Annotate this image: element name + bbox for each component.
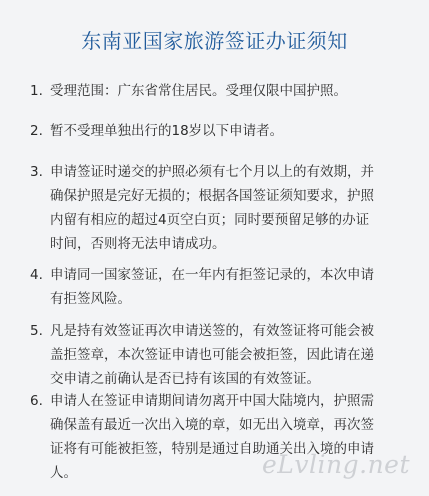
item-number: 2. — [30, 123, 43, 139]
item-line: 人。 — [50, 465, 77, 481]
item-number: 4. — [30, 267, 43, 283]
item-text — [50, 319, 410, 391]
item-number: 1. — [30, 83, 43, 99]
item-line: 确保护照是完好无损的；根据各国签证须知要求，护照 — [50, 188, 374, 204]
item-text — [50, 79, 410, 103]
item-line: 申请签证时递交的护照必须有七个月以上的有效期，并 — [50, 164, 374, 180]
item-line: 申请同一国家签证，在一年内有拒签记录的，本次申请 — [50, 267, 374, 283]
item-line: 盖拒签章，本次签证申请也可能会被拒签，因此请在递 — [50, 347, 374, 363]
item-line: 暂不受理单独出行的18岁以下申请者。 — [50, 123, 284, 139]
item-number: 6. — [30, 393, 43, 409]
item-text — [50, 263, 410, 311]
item-line: 受理范围：广东省常住居民。受理仅限中国护照。 — [50, 83, 347, 99]
item-text — [50, 119, 410, 143]
item-line: 凡是持有效签证再次申请送签的，有效签证将可能会被 — [50, 323, 374, 339]
item-line: 申请人在签证申请期间请勿离开中国大陆境内，护照需 — [50, 393, 374, 409]
watermark: eLvling.net — [262, 450, 411, 479]
item-number: 5. — [30, 323, 43, 339]
item-line: 证将有可能被拒签，特别是通过自助通关出入境的申请 — [50, 441, 374, 457]
item-number: 3. — [30, 164, 43, 180]
item-line: 有拒签风险。 — [50, 291, 131, 307]
item-line: 时间，否则将无法申请成功。 — [50, 236, 226, 252]
item-text — [50, 160, 410, 256]
item-line: 确保盖有最近一次出入境的章，如无出入境章，再次签 — [50, 417, 374, 433]
item-line: 交申请之前确认是否已持有该国的有效签证。 — [50, 371, 320, 387]
page-title: 东南亚国家旅游签证办证须知 — [81, 29, 348, 53]
item-line: 内留有相应的超过4页空白页；同时要预留足够的办证 — [50, 212, 370, 228]
